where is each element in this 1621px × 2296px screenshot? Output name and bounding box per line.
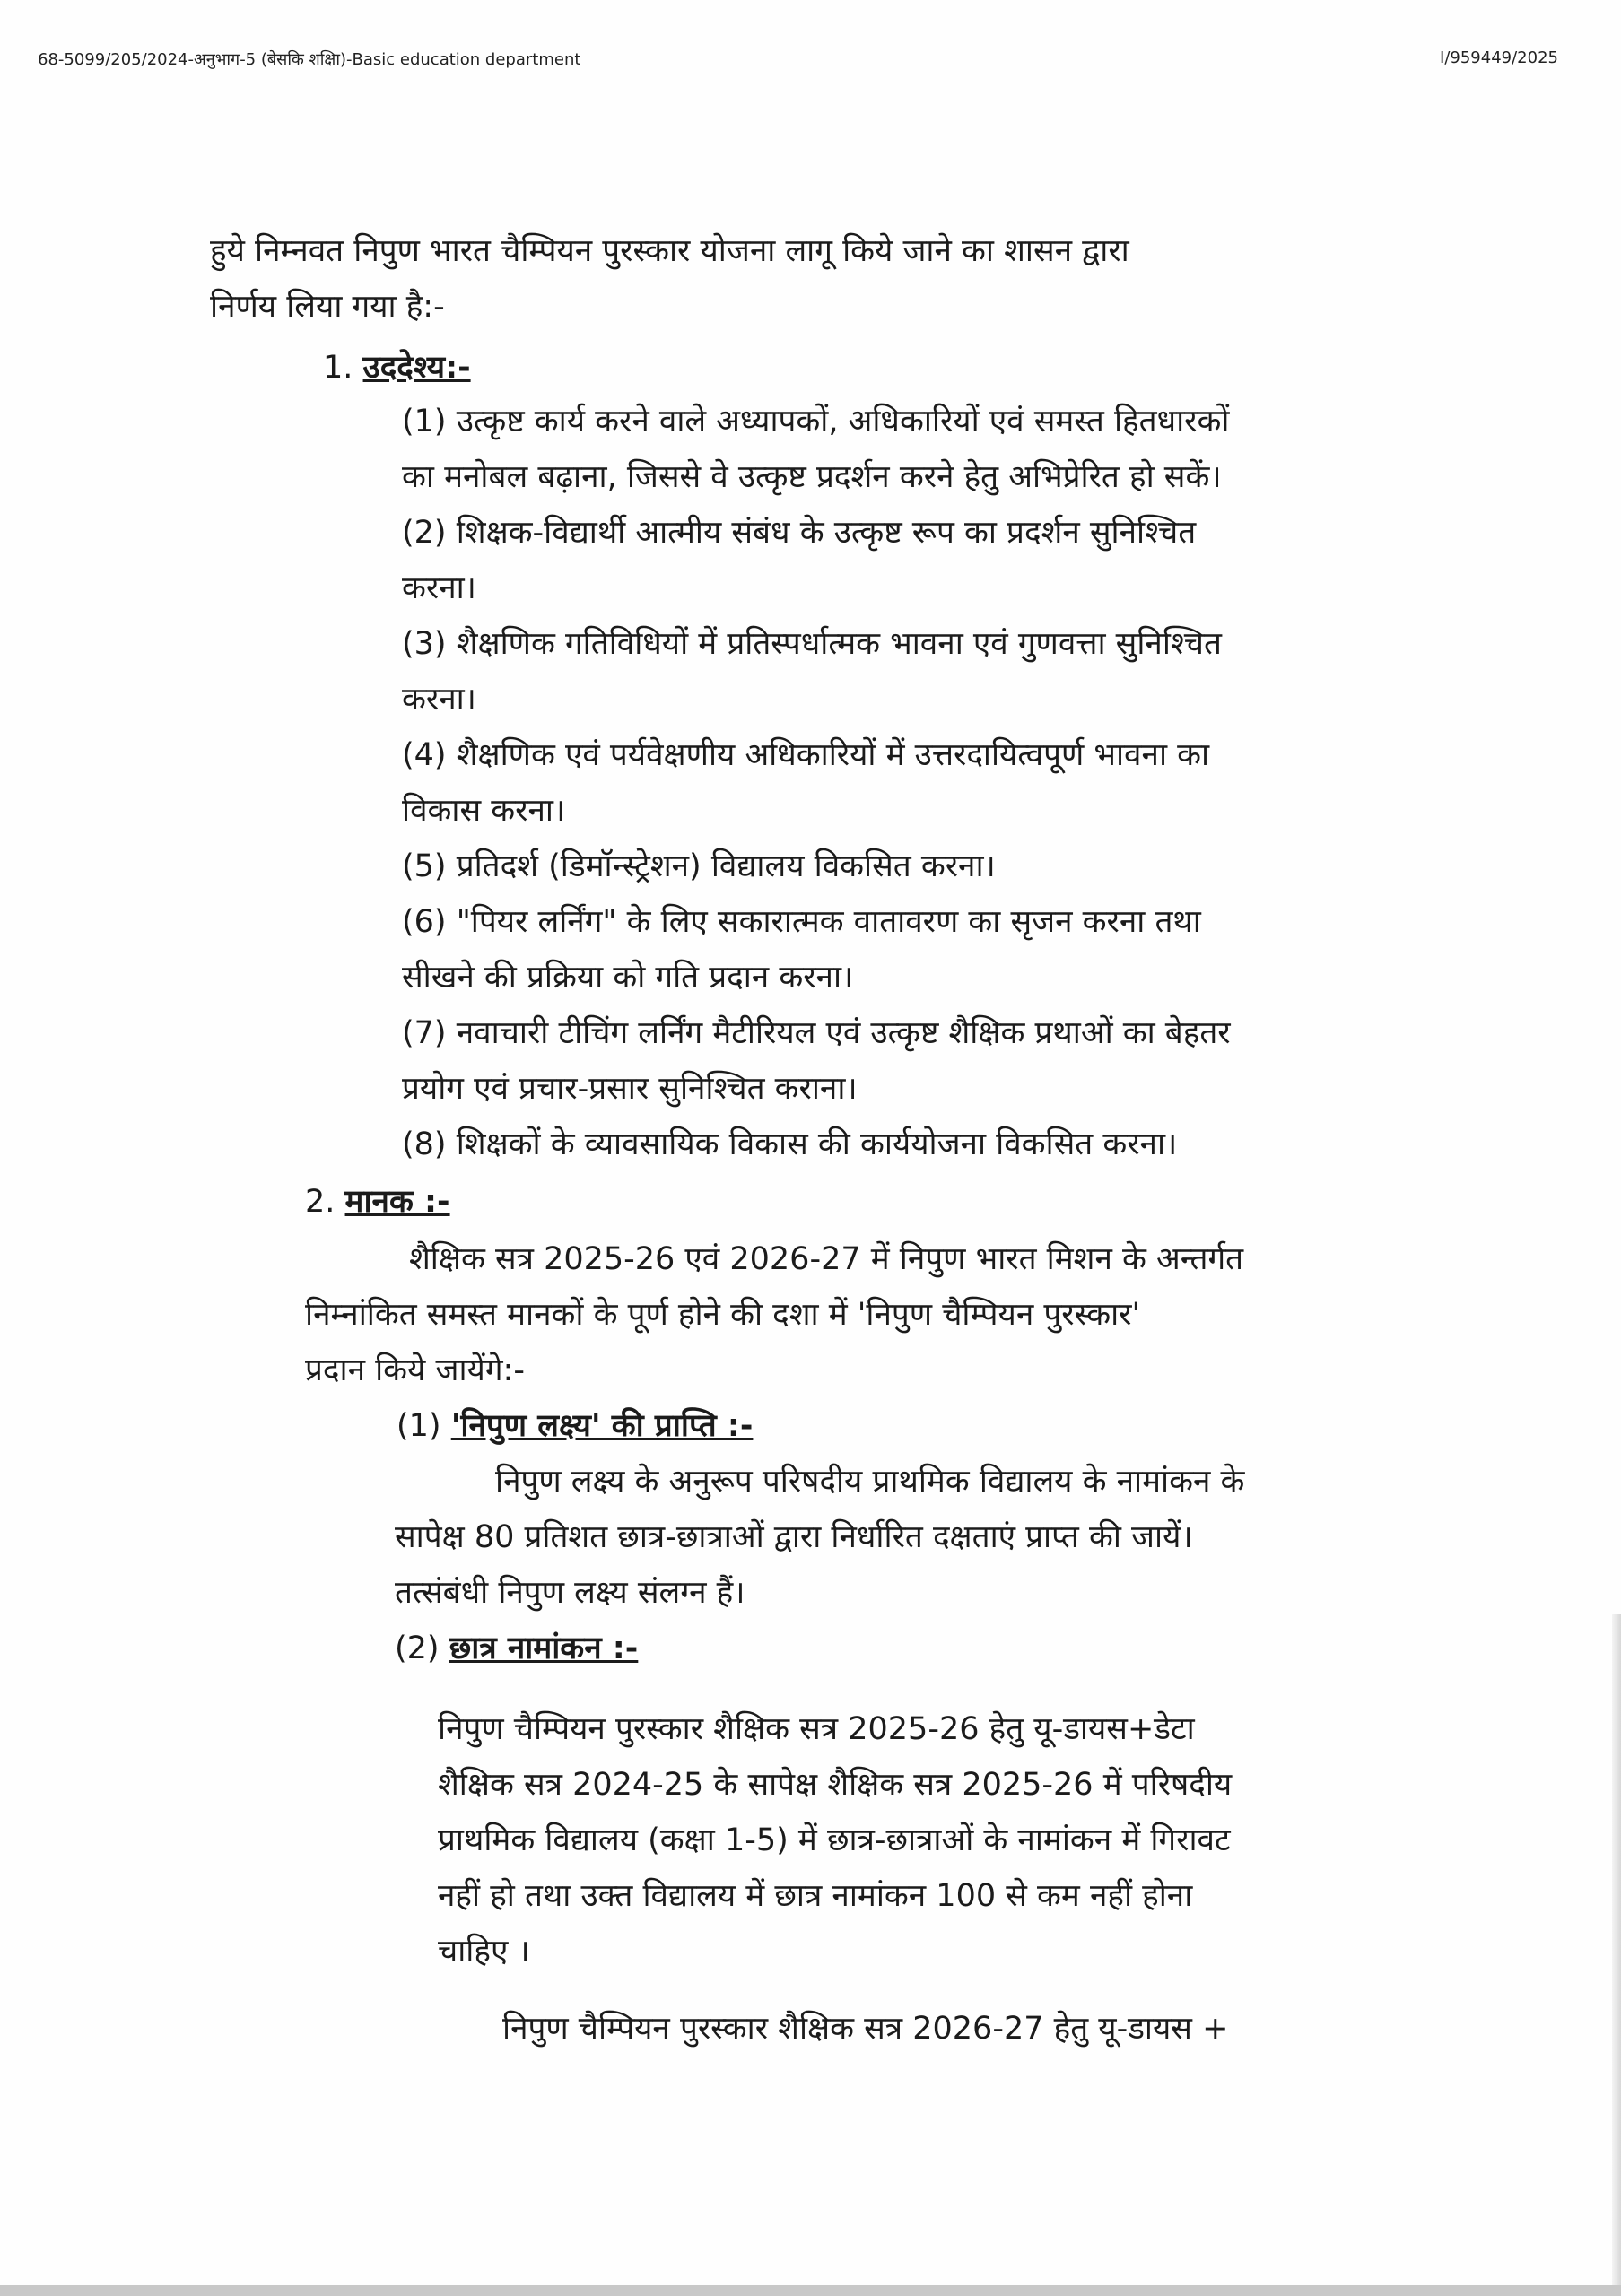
standard-1-heading <box>397 1406 753 1446</box>
enrolment-para-1-line-2: शैक्षिक सत्र 2024-25 के सापेक्ष शैक्षिक सत्र 2025-26 में परिषदीय <box>438 1767 1233 1803</box>
objective-3-line-2: करना। <box>402 682 476 718</box>
section-1-heading <box>323 348 471 387</box>
objective-7-line-1: (7) नवाचारी टीचिंग लर्निंग मैटीरियल एवं उत्कृष्ट शैक्षिक प्रथाओं का बेहतर <box>402 1015 1231 1051</box>
objective-5-line-1: (5) प्रतिदर्श (डिमॉन्स्ट्रेशन) विद्यालय विकसित करना। <box>402 848 996 884</box>
enrolment-para-1-line-3: प्राथमिक विद्यालय (कक्षा 1-5) में छात्र-छात्राओं के नामांकन में गिरावट <box>438 1822 1231 1858</box>
enrolment-para-1-line-5: चाहिए । <box>438 1934 530 1970</box>
standards-para-line-2: निम्नांकित समस्त मानकों के पूर्ण होने की दशा में 'निपुण चैम्पियन पुरस्कार' <box>305 1297 1141 1333</box>
section-1-title: उददेश्य:- <box>362 350 471 386</box>
document-number: I/959449/2025 <box>1440 48 1558 67</box>
file-reference: 68-5099/205/2024-अनुभाग-5 (बेसकि शक्षिा)-Basic education department <box>38 50 581 69</box>
section-1-number: 1. <box>323 350 353 386</box>
enrolment-para-2-line-1: निपुण चैम्पियन पुरस्कार शैक्षिक सत्र 2026-27 हेतु यू-डायस + <box>502 2011 1229 2047</box>
intro-line-2: निर्णय लिया गया है:- <box>210 289 445 325</box>
standard-2-number: (2) <box>395 1631 440 1666</box>
objective-4-line-2: विकास करना। <box>402 793 566 829</box>
enrolment-para-1-line-4: नहीं हो तथा उक्त विद्यालय में छात्र नामांकन 100 से कम नहीं होना <box>438 1878 1193 1914</box>
section-2-title: मानक :- <box>344 1184 450 1220</box>
standard-1-title: 'निपुण लक्ष्य' की प्राप्ति :- <box>450 1408 754 1444</box>
standard-2-title: छात्र नामांकन :- <box>449 1631 639 1666</box>
standard-1-line-2: सापेक्ष 80 प्रतिशत छात्र-छात्राओं द्वारा निर्धारित दक्षताएं प्राप्त की जायें। <box>395 1519 1193 1555</box>
objective-3-line-1: (3) शैक्षणिक गतिविधियों में प्रतिस्पर्धात्मक भावना एवं गुणवत्ता सुनिश्चित <box>402 626 1222 662</box>
section-2-heading <box>305 1182 450 1222</box>
enrolment-para-1-line-1: निपुण चैम्पियन पुरस्कार शैक्षिक सत्र 2025-26 हेतु यू-डायस+डेटा <box>438 1711 1195 1747</box>
scan-edge-shadow <box>1612 1614 1621 2296</box>
standards-para-line-3: प्रदान किये जायेंगे:- <box>305 1352 525 1388</box>
objective-6-line-1: (6) "पियर लर्निंग" के लिए सकारात्मक वातावरण का सृजन करना तथा <box>402 904 1201 940</box>
standard-1-line-3: तत्संबंधी निपुण लक्ष्य संलग्न हैं। <box>395 1575 745 1611</box>
section-2-number: 2. <box>305 1184 336 1220</box>
objective-2-line-1: (2) शिक्षक-विद्यार्थी आत्मीय संबंध के उत्कृष्ट रूप का प्रदर्शन सुनिश्चित <box>402 515 1197 551</box>
objective-2-line-2: करना। <box>402 570 476 606</box>
objective-4-line-1: (4) शैक्षणिक एवं पर्यवेक्षणीय अधिकारियों में उत्तरदायित्वपूर्ण भावना का <box>402 737 1210 773</box>
scan-bottom-edge <box>0 2285 1621 2296</box>
standard-1-line-1: निपुण लक्ष्य के अनुरूप परिषदीय प्राथमिक विद्यालय के नामांकन के <box>495 1464 1245 1500</box>
intro-line-1: हुये निम्नवत निपुण भारत चैम्पियन पुरस्कार योजना लागू किये जाने का शासन द्वारा <box>210 233 1129 269</box>
objective-8-line-1: (8) शिक्षकों के व्यावसायिक विकास की कार्ययोजना विकसित करना। <box>402 1126 1178 1162</box>
objective-7-line-2: प्रयोग एवं प्रचार-प्रसार सुनिश्चित कराना। <box>402 1071 858 1107</box>
standard-2-heading <box>395 1629 638 1668</box>
objective-6-line-2: सीखने की प्रक्रिया को गति प्रदान करना। <box>402 960 854 996</box>
standard-1-number: (1) <box>397 1408 441 1444</box>
objective-1-line-1: (1) उत्कृष्ट कार्य करने वाले अध्यापकों, अधिकारियों एवं समस्त हितधारकों <box>402 404 1230 439</box>
objective-1-line-2: का मनोबल बढ़ाना, जिससे वे उत्कृष्ट प्रदर्शन करने हेतु अभिप्रेरित हो सकें। <box>402 459 1222 495</box>
standards-para-line-1: शैक्षिक सत्र 2025-26 एवं 2026-27 में निपुण भारत मिशन के अन्तर्गत <box>409 1241 1244 1277</box>
